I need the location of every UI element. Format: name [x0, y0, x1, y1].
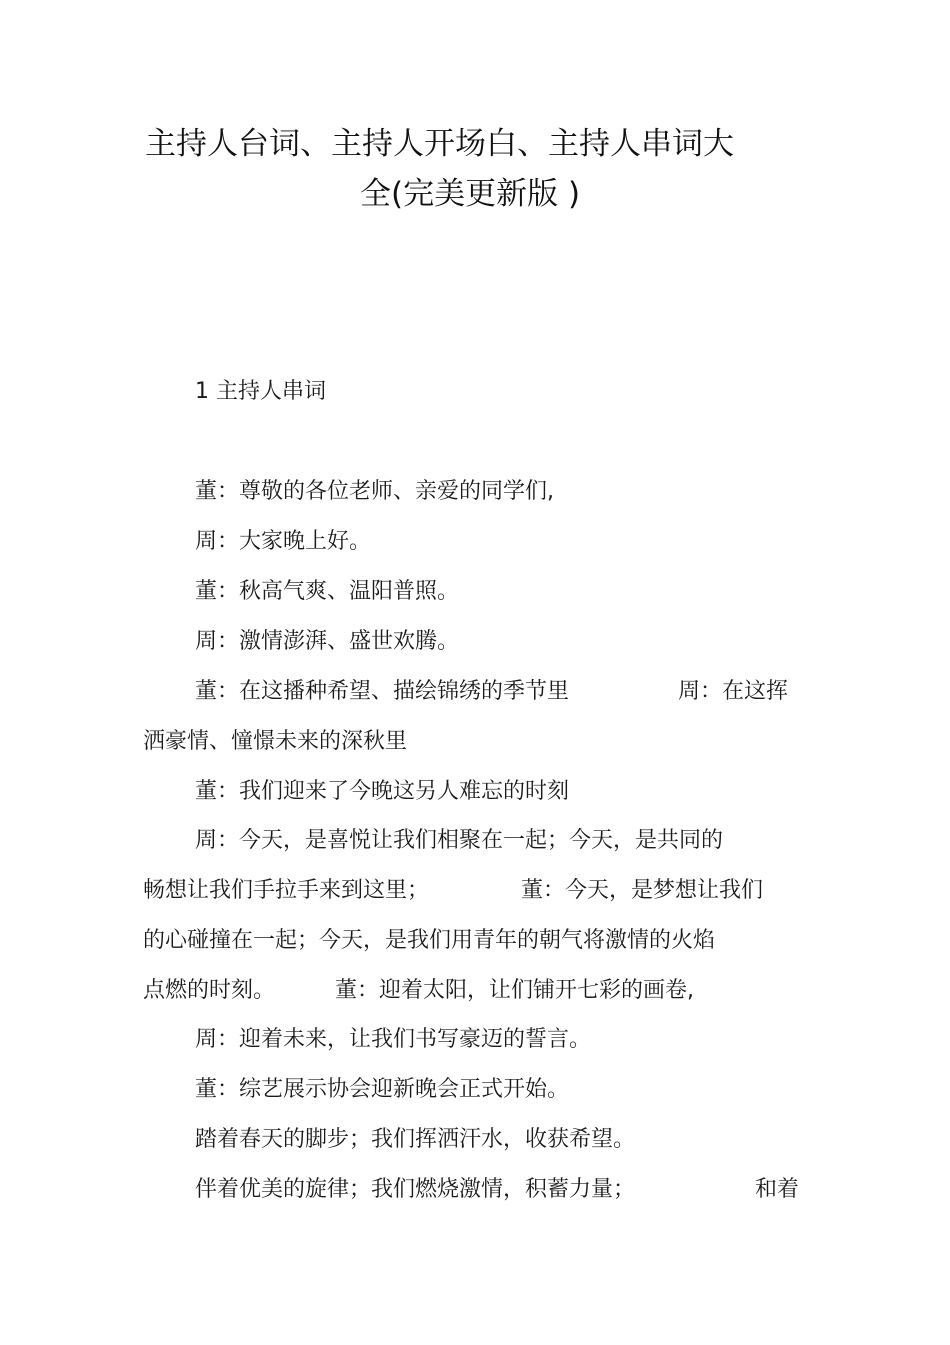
document-title-line-1: 主持人台词、主持人开场白、主持人串词大: [145, 126, 734, 162]
paragraph-line: 点燃的时刻。: [143, 978, 276, 1003]
paragraph-line: 董：尊敬的各位老师、亲爱的同学们,: [195, 479, 554, 504]
paragraph-line: 的心碰撞在一起；今天，是我们用青年的朝气将激情的火焰: [143, 928, 716, 953]
paragraph-line: 周：激情澎湃、盛世欢腾。: [195, 629, 460, 654]
paragraph-line: 董：秋高气爽、温阳普照。: [195, 579, 460, 604]
paragraph-line: 周：今天，是喜悦让我们相聚在一起；今天，是共同的: [195, 828, 724, 853]
paragraph-line-continuation: 周：在这挥: [678, 679, 789, 704]
section-heading: 1 主持人串词: [195, 379, 326, 404]
paragraph-line: 周：迎着未来，让我们书写豪迈的誓言。: [195, 1027, 592, 1052]
paragraph-line-continuation: 和着: [755, 1177, 800, 1202]
paragraph-line: 董：我们迎来了今晚这另人难忘的时刻: [195, 779, 570, 804]
paragraph-line-continuation: 董：今天，是梦想让我们: [521, 878, 764, 903]
paragraph-line: 周：大家晚上好。: [195, 529, 372, 554]
paragraph-line: 畅想让我们手拉手来到这里；: [143, 878, 430, 903]
paragraph-line-continuation: 董：迎着太阳，让们铺开七彩的画卷,: [335, 978, 694, 1003]
paragraph-line: 踏着春天的脚步；我们挥洒汗水，收获希望。: [195, 1127, 636, 1152]
document-title-line-2: 全(完美更新版 ): [360, 176, 581, 212]
paragraph-line: 伴着优美的旋律；我们燃烧激情，积蓄力量；: [195, 1177, 636, 1202]
paragraph-line: 洒豪情、憧憬未来的深秋里: [143, 729, 408, 754]
paragraph-line: 董：综艺展示协会迎新晚会正式开始。: [195, 1077, 570, 1102]
paragraph-line: 董：在这播种希望、描绘锦绣的季节里: [195, 679, 570, 704]
